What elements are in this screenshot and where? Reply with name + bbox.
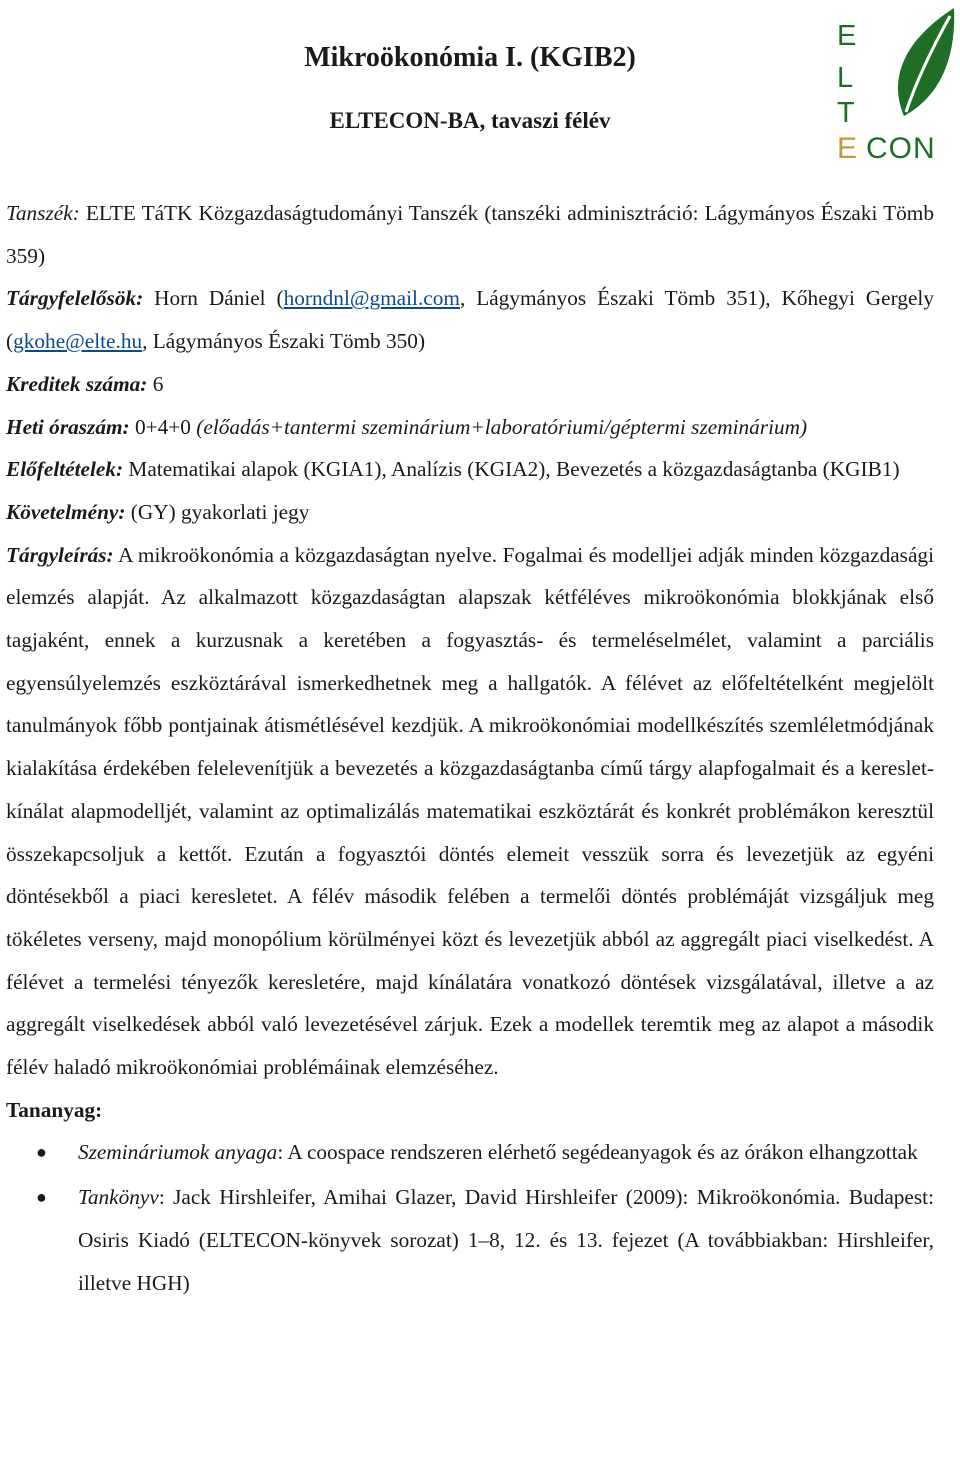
field-label: Tárgyfelelősök: bbox=[6, 286, 144, 311]
field-value: Matematikai alapok (KGIA1), Analízis (KGIA2), Bevezetés a közgazdaságtanba (KGIB1) bbox=[123, 457, 900, 482]
field-label: Kreditek száma: bbox=[6, 371, 148, 396]
field-text: Horn Dániel ( bbox=[143, 286, 284, 311]
list-item bbox=[6, 1131, 934, 1174]
leaf-icon bbox=[884, 4, 960, 122]
field-tanszek bbox=[6, 192, 934, 277]
page-subtitle: ELTECON-BA, tavaszi félév bbox=[329, 108, 611, 133]
field-elofeltetelek bbox=[6, 448, 934, 491]
email-link[interactable]: gkohe@elte.hu bbox=[13, 329, 143, 354]
field-label: Tananyag: bbox=[6, 1097, 103, 1122]
field-detail: (előadás+tantermi szeminárium+laboratóriumi/géptermi szeminárium) bbox=[190, 414, 808, 439]
field-label: Követelmény: bbox=[6, 499, 126, 524]
list-item-text: : A coospace rendszeren elérhető segédeanyagok és az órákon elhangzottak bbox=[277, 1140, 918, 1165]
elte-econ-logo bbox=[832, 0, 960, 165]
field-text: , Lágymányos Északi Tömb 351), Kőhegyi Gergely ( bbox=[6, 286, 934, 354]
tananyag-list bbox=[6, 1131, 934, 1304]
field-value: 6 bbox=[147, 371, 164, 396]
field-tananyag bbox=[6, 1089, 934, 1132]
course-info bbox=[6, 192, 934, 1304]
list-item-text: : Jack Hirshleifer, Amihai Glazer, David Hirshleifer (2009): Mikroökonómia. Budapest: Osiris Kiadó (ELTECON-könyvek sorozat) 1–8, 12. és 13. fejezet (A továbbiakban: Hirshleifer, illetve HGH) bbox=[78, 1185, 934, 1295]
bullet-icon: ● bbox=[36, 1142, 47, 1163]
field-oraszam bbox=[6, 406, 934, 449]
email-link[interactable]: horndnl@gmail.com bbox=[283, 286, 460, 311]
field-label: Tanszék: bbox=[6, 201, 80, 225]
field-value: 0+4+0 bbox=[129, 414, 191, 439]
field-kreditek bbox=[6, 363, 934, 406]
field-value: (GY) gyakorlati jegy bbox=[125, 499, 310, 524]
list-item-label: Szemináriumok anyaga bbox=[78, 1140, 278, 1165]
list-item bbox=[6, 1176, 934, 1304]
bullet-icon: ● bbox=[36, 1187, 47, 1208]
field-kovetelmeny bbox=[6, 491, 934, 534]
logo-letter: T bbox=[837, 97, 855, 129]
field-label: Heti óraszám: bbox=[6, 414, 130, 439]
field-value: ELTE TáTK Közgazdaságtudományi Tanszék (tanszéki adminisztráció: Lágymányos Északi Tömb 359) bbox=[6, 201, 934, 268]
field-label: Tárgyleírás: bbox=[6, 542, 114, 567]
logo-letter: E bbox=[837, 132, 858, 165]
field-targyleiras bbox=[6, 534, 934, 1089]
logo-letter: E bbox=[837, 20, 857, 52]
logo-letters: CON bbox=[866, 132, 936, 165]
page-title: Mikroökonómia I. (KGIB2) bbox=[304, 42, 636, 73]
field-felelosok bbox=[6, 277, 934, 362]
list-item-label: Tankönyv bbox=[78, 1185, 159, 1210]
field-text: , Lágymányos Északi Tömb 350) bbox=[142, 329, 426, 354]
field-label: Előfeltételek: bbox=[6, 457, 124, 482]
field-value: A mikroökonómia a közgazdaságtan nyelve. Fogalmai és modelljei adják minden közgazdasági elemzés alapját. Az alkalmazott közgazdaságtan alapszak kétféléves mikroökonómia blokkjának első tagjaként, ennek a kurzusnak a keretében a fogyasztás- és termeléselmélet, valamint a parciális egyensúlyelemzés eszköztárával ismerkedhetnek meg a hallgatók. A félévet az előfeltételként megjelölt tanulmányok főbb pontjainak átismétlésével kezdjük. A mikroökonómiai modellkészítés szemléletmódjának kialakítása érdekében felelevenítjük a bevezetés a közgazdaságtanba című tárgy alapfogalmait és a kereslet-kínálat alapmodelljét, valamint az optimalizálás matematikai eszköztárát és konkrét problémákon keresztül összekapcsoljuk a kettőt. Ezután a fogyasztói döntés elemeit vesszük sorra és levezetjük az egyéni döntésekből a piaci keresletet. A félév második felében a termelői döntés problémáját vizsgáljuk meg tökéletes verseny, majd monopólium körülményei közt és levezetjük abból az aggregált piaci viselkedést. A félévet a termelési tényezők keresletére, majd kínálatára vonatkozó döntések vizsgálatával, illetve a az aggregált viselkedések abból való levezetésével zárjuk. Ezek a modellek teremtik meg az alapot a második félév haladó mikroökonómiai problémáinak elemzéséhez. bbox=[6, 542, 934, 1080]
logo-letter: L bbox=[837, 62, 854, 94]
